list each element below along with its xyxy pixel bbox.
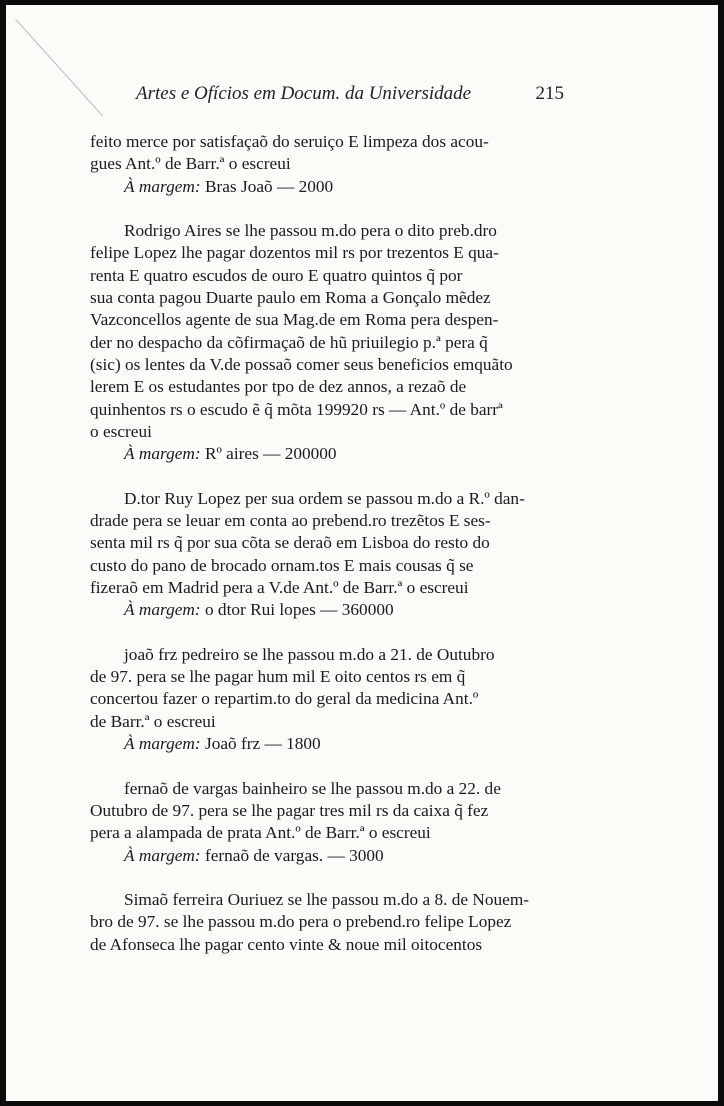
margin-note [90,733,574,755]
page-number: 215 [535,83,564,104]
margin-note [90,443,574,465]
text-line: Simaõ ferreira Ouriuez se lhe passou m.do a 8. de Nouem- [124,890,530,910]
text-line: sua conta pagou Duarte paulo em Roma a Gonçalo mẽdez [90,288,491,308]
text-line: senta mil rs q̃ por sua cõta se deraõ em Lisboa do resto do [90,533,490,553]
margin-note-text: o dtor Rui lopes — 360000 [204,600,394,620]
text-line: gues Ant.º de Barr.ª o escreui [90,154,291,174]
margin-note-text: Bras Joaõ — 2000 [204,176,334,196]
text-line: lerem E os estudantes por tpo de dez annos, a rezaõ de [90,377,467,397]
running-header [136,83,564,105]
text-line: felipe Lopez lhe pagar dozentos mil rs por trezentos E qua- [90,243,499,263]
text-line: (sic) os lentes da V.de possaõ comer seus beneficios emquãto [90,354,513,374]
entry-6 [90,889,574,956]
text-line: fernaõ de vargas bainheiro se lhe passou m.do a 22. de [124,778,501,798]
entry-5 [90,778,574,867]
margin-label: À margem: [124,444,201,464]
text-line: Vazconcellos agente de sua Mag.de em Roma pera despen- [90,310,499,330]
entry-4 [90,644,574,755]
margin-label: À margem: [124,176,201,196]
text-line: D.tor Ruy Lopez per sua ordem se passou m.do a R.º dan- [124,488,525,508]
body-text [90,131,574,956]
margin-note-text: Rº aires — 200000 [204,444,337,464]
margin-note [90,845,574,867]
text-line: pera a alampada de prata Ant.º de Barr.ª o escreui [90,823,431,843]
text-line: renta E quatro escudos de ouro E quatro quintos q̃ por [90,265,463,285]
text-line: fizeraõ em Madrid pera a V.de Ant.º de Barr.ª o escreui [90,577,469,597]
running-title: Artes e Ofícios em Docum. da Universidade [136,83,472,104]
text-line: Outubro de 97. pera se lhe pagar tres mil rs da caixa q̃ fez [90,800,489,820]
document-page [6,5,718,1101]
text-line: Rodrigo Aires se lhe passou m.do pera o dito preb.dro [124,221,497,241]
margin-note-text: Joaõ frz — 1800 [204,734,321,754]
margin-label: À margem: [124,845,201,865]
entry-3 [90,488,574,622]
scan-corner-crease [15,19,103,116]
text-line: quinhentos rs o escudo ẽ q̃ mõta 199920 rs — Ant.º de barrª [90,399,503,419]
text-line: de Afonseca lhe pagar cento vinte & noue mil oitocentos [90,934,483,954]
text-line: concertou fazer o repartim.to do geral da medicina Ant.º [90,689,479,709]
text-line: de Barr.ª o escreui [90,711,216,731]
text-line: der no despacho da cõfirmaçaõ de hũ priuilegio p.ª pera q̃ [90,332,488,352]
entry-1 [90,131,574,198]
text-line: feito merce por satisfaçaõ do seruiço E limpeza dos acou- [90,132,489,151]
margin-note [90,599,574,621]
entry-2 [90,220,574,465]
margin-note-text: fernaõ de vargas. — 3000 [204,845,384,865]
text-line: de 97. pera se lhe pagar hum mil E oito centos rs em q̃ [90,667,466,687]
text-line: bro de 97. se lhe passou m.do pera o prebend.ro felipe Lopez [90,912,512,932]
text-line: drade pera se leuar em conta ao prebend.ro trezẽtos E ses- [90,511,491,531]
margin-label: À margem: [124,734,201,754]
margin-note [90,176,574,198]
text-line: custo do pano de brocado ornam.tos E mais cousas q̃ se [90,555,474,575]
text-line: joaõ frz pedreiro se lhe passou m.do a 21. de Outubro [124,644,495,664]
margin-label: À margem: [124,600,201,620]
text-line: o escreui [90,421,152,441]
